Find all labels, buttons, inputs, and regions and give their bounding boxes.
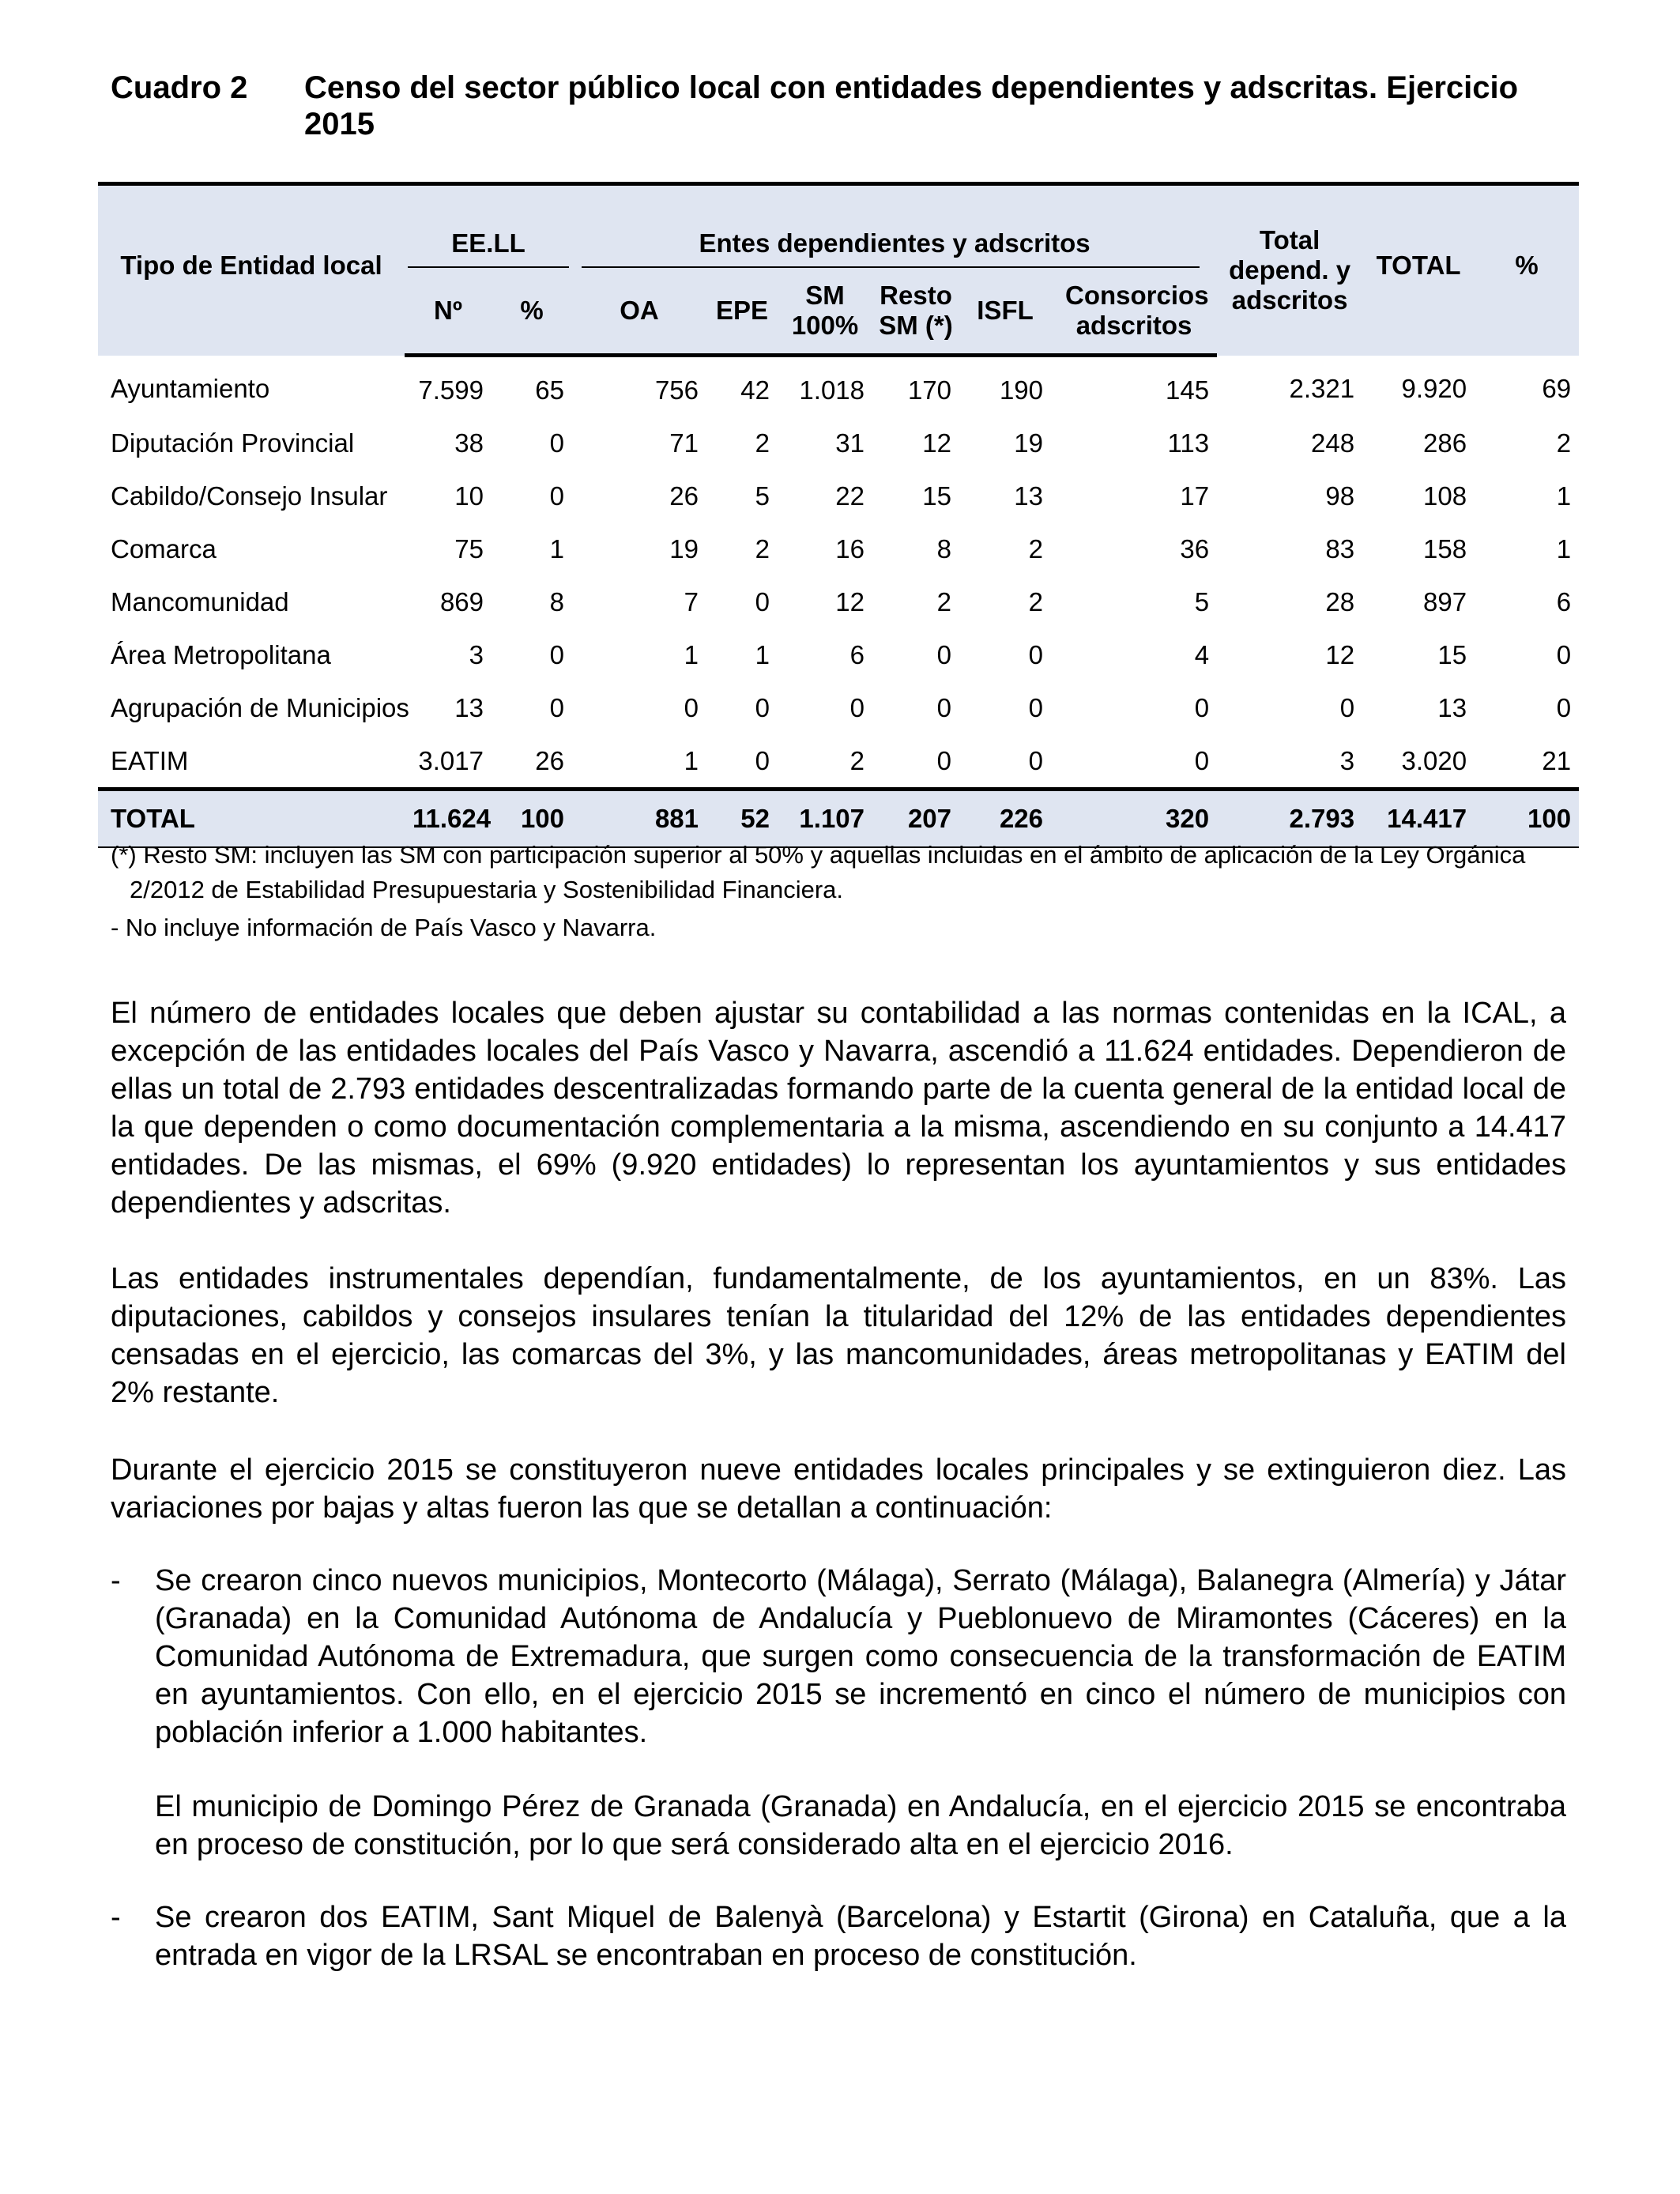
- table-cell: 13: [1014, 481, 1044, 511]
- table-cell: 15: [922, 481, 952, 511]
- bullet-text: El municipio de Domingo Pérez de Granada (Granada) en Andalucía, en el ejercicio 2015 se encontraba en proceso de constitución, por lo que será considerado alta en el ejercicio 2016.: [155, 1790, 1566, 1861]
- table-cell: 36: [1180, 533, 1210, 564]
- paragraph-3: Durante el ejercicio 2015 se constituyeron nueve entidades locales principales y se extinguieron diez. Las variaciones por bajas y altas fueron las que se detallan a continuación:: [111, 1453, 1566, 1525]
- table-cell: 1: [684, 745, 699, 775]
- table-cell: 3: [1339, 745, 1355, 775]
- table-cell: 13: [454, 692, 484, 722]
- table-cell: 28: [1325, 586, 1355, 616]
- table-cell: 108: [1423, 481, 1467, 511]
- bullet-text: Se crearon dos EATIM, Sant Miquel de Balenyà (Barcelona) y Estartit (Girona) en Cataluña, que a la entrada en vigor de la LRSAL se encontraban en proceso de constitución.: [155, 1901, 1566, 1972]
- bullet-dash: -: [111, 1901, 121, 1934]
- header-total-dep: Total depend. y adscritos: [1217, 184, 1362, 356]
- table-cell: 0: [1028, 639, 1044, 669]
- table-row: [98, 628, 1579, 681]
- caption-number: Cuadro 2: [111, 70, 248, 105]
- table-cell: 0: [1028, 692, 1044, 722]
- table-notes: [111, 838, 1566, 945]
- census-table: [98, 182, 1579, 848]
- total-cell: 11.624: [405, 790, 492, 848]
- bullet-item: [111, 1562, 1566, 1751]
- table-row: [98, 681, 1579, 734]
- table-cell: 26: [669, 481, 699, 511]
- table-cell: 69: [1542, 374, 1572, 404]
- header-epe: EPE: [706, 268, 778, 356]
- table-cell: 0: [936, 745, 952, 775]
- total-cell: 52: [706, 790, 778, 848]
- table-cell: 0: [849, 692, 865, 722]
- row-label: Ayuntamiento: [111, 374, 270, 404]
- table-cell: 2: [755, 428, 770, 458]
- table-cell: 75: [454, 533, 484, 564]
- table-cell: 17: [1180, 481, 1210, 511]
- table-cell: 3.020: [1401, 745, 1467, 775]
- row-label: Mancomunidad: [111, 586, 289, 616]
- table-row: [98, 469, 1579, 522]
- table-cell: 15: [1437, 639, 1467, 669]
- table-cell: 0: [1556, 639, 1572, 669]
- table-cell: 10: [454, 481, 484, 511]
- table-cell: 19: [1014, 428, 1044, 458]
- table-cell: 170: [907, 375, 952, 405]
- total-cell: TOTAL: [98, 790, 405, 848]
- caption-title: Censo del sector público local con entidades dependientes y adscritas. Ejercicio 2015: [304, 70, 1519, 141]
- total-cell: 207: [872, 790, 959, 848]
- table-cell: 0: [755, 586, 770, 616]
- table-cell: 756: [654, 375, 699, 405]
- table-cell: 897: [1423, 586, 1467, 616]
- table-cell: 42: [740, 375, 770, 405]
- table-cell: 4: [1194, 639, 1210, 669]
- table-cell: 8: [549, 586, 565, 616]
- table-cell: 0: [1556, 692, 1572, 722]
- table-cell: 2: [849, 745, 865, 775]
- total-cell: 320: [1051, 790, 1217, 848]
- table-cell: 5: [755, 481, 770, 511]
- table-cell: 38: [454, 428, 484, 458]
- total-cell: 100: [1475, 790, 1579, 848]
- note-resto-sm: (*) Resto SM: incluyen las SM con participación superior al 50% y aquellas incluidas en el ámbito de aplicación de la Ley Orgánica 2/2012 de Estabilidad Presupuestaria y Sostenibilidad Financiera.: [111, 841, 1526, 903]
- table-cell: 26: [535, 745, 565, 775]
- note-pais-vasco: - No incluye información de País Vasco y Navarra.: [111, 914, 657, 941]
- row-label: Área Metropolitana: [111, 639, 331, 669]
- header-entes: Entes dependientes y adscritos: [572, 184, 1217, 269]
- table-cell: 12: [835, 586, 865, 616]
- table-cell: 0: [684, 692, 699, 722]
- table-cell: 0: [1194, 745, 1210, 775]
- header-resto: Resto SM (*): [872, 268, 959, 356]
- table-cell: 8: [936, 533, 952, 564]
- table-cell: 3.017: [418, 745, 484, 775]
- row-label: Cabildo/Consejo Insular: [111, 481, 388, 511]
- table-cell: 5: [1194, 586, 1210, 616]
- total-cell: 14.417: [1362, 790, 1475, 848]
- table-cell: 65: [535, 375, 565, 405]
- table-cell: 2: [1556, 428, 1572, 458]
- table-cell: 3: [469, 639, 484, 669]
- paragraph-1: El número de entidades locales que deben ajustar su contabilidad a las normas contenidas en la ICAL, a excepción de las entidades locales del País Vasco y Navarra, ascendió a 11.624 entidades. Dependieron de ellas un total de 2.793 entidades descentralizadas formando parte de la cuenta general de la entidad local de la que dependen o como documentación complementaria a la misma, ascendiendo en su conjunto a 14.417 entidades. De las mismas, el 69% (9.920 entidades) lo representan los ayuntamientos y sus entidades dependientes y adscritas.: [111, 997, 1566, 1220]
- table-cell: 2: [1028, 533, 1044, 564]
- table-cell: 12: [922, 428, 952, 458]
- bullet-item: [111, 1898, 1566, 1974]
- header-n: Nº: [405, 268, 492, 356]
- census-table-wrapper: [98, 182, 1579, 848]
- table-cell: 869: [439, 586, 484, 616]
- table-cell: 22: [835, 481, 865, 511]
- table-cell: 71: [669, 428, 699, 458]
- header-eell: EE.LL: [405, 184, 572, 269]
- bullet-continuation: [111, 1788, 1566, 1864]
- table-cell: 83: [1325, 533, 1355, 564]
- header-sm100: SM 100%: [778, 268, 872, 356]
- row-label: EATIM: [111, 745, 189, 775]
- table-row: [98, 734, 1579, 790]
- table-cell: 2: [936, 586, 952, 616]
- table-cell: 12: [1325, 639, 1355, 669]
- table-cell: 1: [755, 639, 770, 669]
- row-label: Agrupación de Municipios: [111, 692, 409, 722]
- table-cell: 7.599: [418, 375, 484, 405]
- table-cell: 113: [1167, 428, 1210, 458]
- table-cell: 6: [849, 639, 865, 669]
- row-label: Comarca: [111, 533, 217, 564]
- table-cell: 190: [999, 375, 1044, 405]
- table-cell: 1.018: [799, 375, 865, 405]
- table-cell: 145: [1166, 375, 1210, 405]
- table-cell: 158: [1423, 533, 1467, 564]
- table-cell: 13: [1437, 692, 1467, 722]
- table-row: [98, 356, 1579, 417]
- table-cell: 0: [1339, 692, 1355, 722]
- table-cell: 0: [549, 481, 565, 511]
- table-cell: 19: [669, 533, 699, 564]
- table-cell: 0: [549, 428, 565, 458]
- table-cell: 0: [936, 692, 952, 722]
- table-cell: 0: [549, 639, 565, 669]
- row-label: Diputación Provincial: [111, 428, 355, 458]
- table-cell: 1: [1556, 481, 1572, 511]
- table-cell: 0: [1028, 745, 1044, 775]
- table-row: [98, 417, 1579, 469]
- total-cell: 2.793: [1217, 790, 1362, 848]
- table-cell: 98: [1325, 481, 1355, 511]
- table-cell: 21: [1542, 745, 1572, 775]
- table-cell: 0: [936, 639, 952, 669]
- table-cell: 0: [549, 692, 565, 722]
- total-cell: 100: [492, 790, 572, 848]
- table-row: [98, 522, 1579, 575]
- paragraph-2: Las entidades instrumentales dependían, fundamentalmente, de los ayuntamientos, en un 83%. Las diputaciones, cabildos y consejos insulares tenían la titularidad del 12% de las entidades dependientes censadas en el ejercicio, las comarcas del 3%, y las mancomunidades, áreas metropolitanas y EATIM del 2% restante.: [111, 1262, 1566, 1409]
- table-row: [98, 575, 1579, 628]
- table-cell: 2.321: [1289, 374, 1355, 404]
- table-cell: 248: [1311, 428, 1355, 458]
- table-cell: 1: [1556, 533, 1572, 564]
- header-oa: OA: [572, 268, 706, 356]
- bullet-dash: -: [111, 1564, 121, 1597]
- table-cell: 2: [1028, 586, 1044, 616]
- table-cell: 1: [684, 639, 699, 669]
- header-tipo: Tipo de Entidad local: [98, 184, 405, 356]
- table-cell: 0: [1194, 692, 1210, 722]
- table-cell: 2: [755, 533, 770, 564]
- table-cell: 1: [549, 533, 565, 564]
- table-cell: 9.920: [1401, 374, 1467, 404]
- table-cell: 6: [1556, 586, 1572, 616]
- table-cell: 16: [835, 533, 865, 564]
- header-eell-pct: %: [492, 268, 572, 356]
- table-cell: 31: [835, 428, 865, 458]
- table-cell: 286: [1423, 428, 1467, 458]
- header-isfl: ISFL: [959, 268, 1051, 356]
- bullet-text: Se crearon cinco nuevos municipios, Montecorto (Málaga), Serrato (Málaga), Balanegra (Almería) y Játar (Granada) en la Comunidad Autónoma de Andalucía y Pueblonuevo de Miramontes (Cáceres) en la Comunidad Autónoma de Extremadura, que surgen como consecuencia de la transformación de EATIM en ayuntamientos. Con ello, en el ejercicio 2015 se incrementó en cinco el número de municipios con población inferior a 1.000 habitantes.: [155, 1564, 1566, 1749]
- total-cell: 881: [572, 790, 706, 848]
- header-consorcios: Consorcios adscritos: [1051, 268, 1217, 356]
- total-cell: 1.107: [778, 790, 872, 848]
- header-pct: %: [1475, 184, 1579, 356]
- table-cell: 0: [755, 745, 770, 775]
- total-cell: 226: [959, 790, 1051, 848]
- table-cell: 0: [755, 692, 770, 722]
- table-cell: 7: [684, 586, 699, 616]
- header-total: TOTAL: [1362, 184, 1475, 356]
